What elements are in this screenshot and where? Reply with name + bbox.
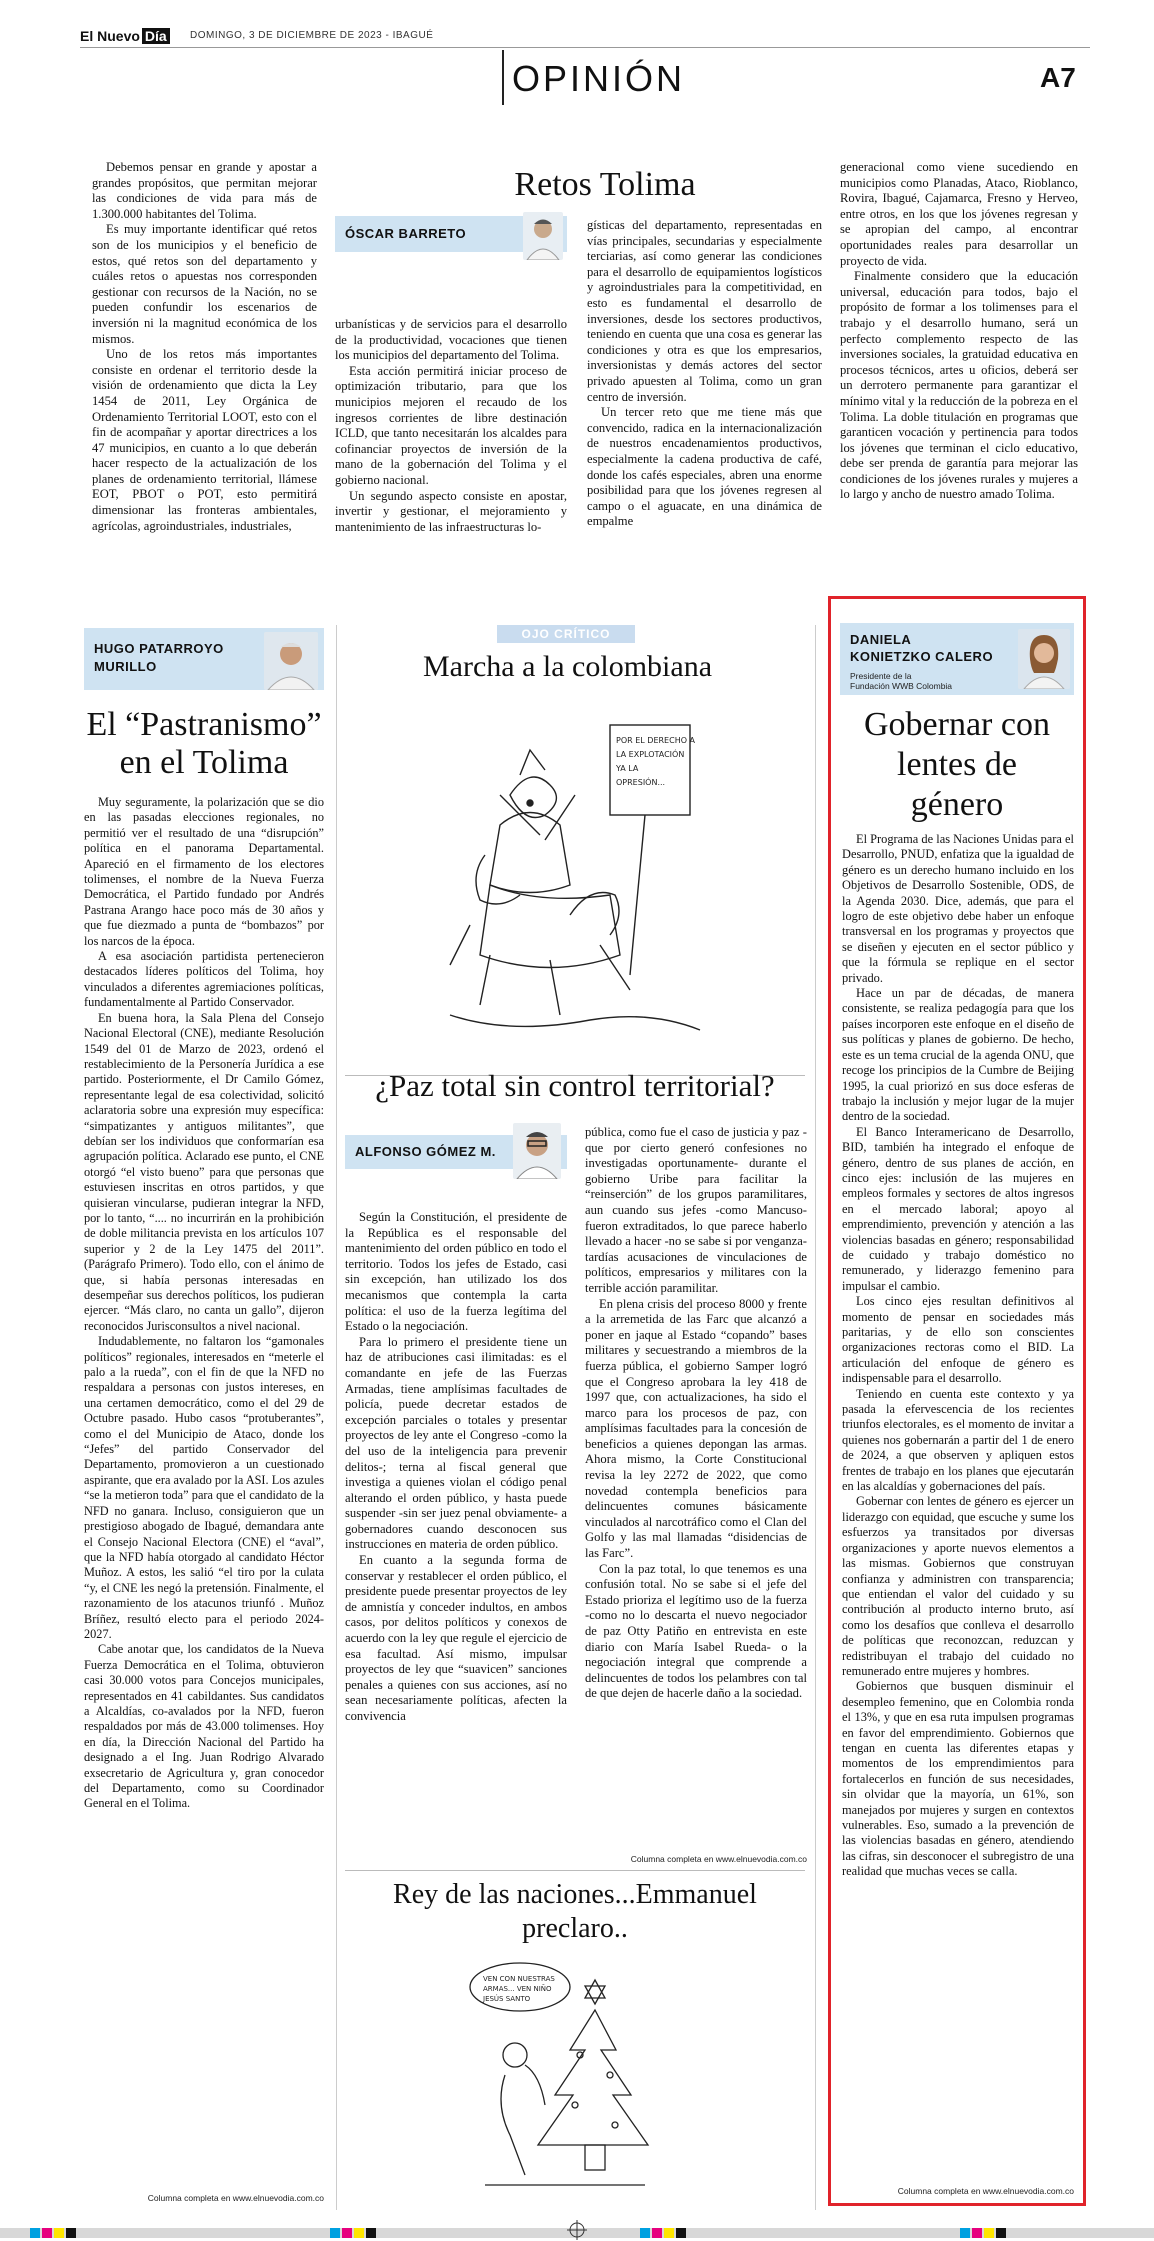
paragraph: Es muy importante identificar qué retos son de los municipios y el beneficio de estos, qué retos son del departamento y cuáles retos o apuestas nos corresponden gestionar con recursos de la Nación, no se pueden confundir los escenarios de inversión ni la magnitud económica de los mismos.	[92, 222, 317, 346]
retos-author-box	[335, 216, 567, 252]
svg-text:ARMAS... VEN NIÑO: ARMAS... VEN NIÑO	[483, 1985, 552, 1993]
paragraph: A esa asociación partidista pertenecieron destacados líderes políticos del Tolima, hoy vinculados a diferentes agremiaciones políticas, fundamentalmente al Partido Conservador.	[84, 949, 324, 1010]
paragraph: pública, como fue el caso de justicia y paz -que por cierto generó confesiones no investigadas oportunamente- durante el gobierno Uribe para facilitar la “reinserción” de los grupos paramilitares, aun cuando sus jefes -como Mancuso- fueron extraditados, lo que parece haberlo llevado a hacer -no se sabe si por venganza- tardías acusaciones de vinculaciones de políticos, empresarios y militares con la terrible acción paramilitar.	[585, 1125, 807, 1295]
svg-text:OPRESIÓN...: OPRESIÓN...	[616, 778, 666, 787]
author-name-line: HUGO PATARROYO	[94, 641, 224, 656]
author-role	[850, 671, 952, 691]
pastranismo-body	[84, 795, 324, 1812]
logo-badge: Día	[142, 28, 170, 44]
paragraph: Cabe anotar que, los candidatos de la Nueva Fuerza Democrática en el Tolima, obtuvieron casi 30.000 votos para Concejos municipales, representados en 41 cabildantes. Sus candidatos a Alcaldías, co-avalados por la NFD, fueron respaldados por más de 43.000 tolimenses. Hoy en día, la Dirección Nacional del Partido ha designado a el Ing. Juan Rodrigo Alvarado exsecretario de Agricultura y, gran conocedor del Departamento, como su Coordinador General en el Tolima.	[84, 1642, 324, 1811]
pastranismo-credit-link[interactable]: Columna completa en www.elnuevodia.com.co	[147, 2193, 324, 2203]
author-photo	[523, 212, 563, 260]
paz-headline: ¿Paz total sin control territorial?	[375, 1068, 775, 1103]
paragraph: Gobernar con lentes de género es ejercer un liderazgo con equidad, que escuche y sume los esfuerzos ya transitados por diversas organizaciones y aporte nuevos elementos a las mismas. Gobiernos que construyan confianza y administren con transparencia; que entiendan el valor del cuidado y su contribución al producto interno bruto, así como los desafíos que conlleva el desarrollo de políticas que reconozcan, reduzcan y redistribuyan el trabajo del cuidado no remunerado entre mujeres y hombres.	[842, 1494, 1074, 1678]
headline-line: El “Pastranismo”	[86, 706, 322, 743]
author-name	[94, 640, 224, 676]
paragraph: urbanísticas y de servicios para el desarrollo de la productividad, vocaciones que tienen los municipios del departamento del Tolima.	[335, 317, 567, 363]
pastranismo-headline	[84, 706, 324, 782]
paragraph: En plena crisis del proceso 8000 y frente a la arremetida de las Farc que alcanzó a poner en jaque al Estado “copando” bases militares y secuestrando a miembros de la fuerza pública, el gobierno Samper logró que el Congreso aprobara la ley 418 de 1997 que, con actualizaciones, ha sido el marco para los procesos de paz, con amplísimas facultades para la concesión de beneficios a quienes depongan las armas. Ahora mismo, la Corte Constitucional revisa la ley 2272 de 2022, que como novedad contempla beneficios para delincuentes comunes básicamente vinculados al narcotráfico como el Clan del Golfo y las mal llamadas “disidencias de las Farc”.	[585, 1296, 807, 1561]
rey-headline	[345, 1878, 805, 1946]
paragraph: En cuanto a la segunda forma de conservar y restablecer el orden público, el presidente puede presentar proyectos de ley de amnistía y conceder indultos, en ambos casos, por delitos políticos y conexos de acuerdo con la ley que regule el ejercicio de esa facultad. Así mismo, impulsar proyectos de ley que “suavicen” sanciones penales a quienes con sus acciones, así no sean necesariamente políticas, afecten la convivencia	[345, 1553, 567, 1723]
newspaper-logo[interactable]	[80, 28, 170, 44]
paragraph: El Programa de las Naciones Unidas para el Desarrollo, PNUD, enfatiza que la igualdad de género es un derecho humano incluido en los Objetivos de Desarrollo Sostenible, ODS, de la Agenda 2030. Dice, además, que para el logro de este objetivo debe haber un enfoque transversal en los programas y proyectos que se diseñen y ejecuten en el sector público y que la fórmula se replique en el sector privado.	[842, 832, 1074, 985]
genero-author-box	[840, 623, 1074, 695]
column-divider	[336, 625, 337, 2210]
retos-column-1	[92, 160, 317, 534]
masthead	[80, 28, 1090, 48]
section-divider	[502, 50, 504, 105]
headline-line: preclaro..	[522, 1913, 628, 1944]
logo-text: El Nuevo	[80, 28, 140, 44]
paragraph: generacional como viene sucediendo en municipios como Planadas, Ataco, Rioblanco, Rovira, Ibagué, Cajamarca, Fresno y Herveo, entre otros, en los que los jóvenes regresan y se apropian del campo, al encontrar oportunidades reales para desarrollar un proyecto de vida.	[840, 160, 1078, 268]
paragraph: Hace un par de décadas, de manera consistente, se realiza pedagogía para que los países incorporen este enfoque en el diseño de sus políticas y planes de gobierno. De hecho, este es un tema crucial de la agenda ONU, que recoge los principios de la Cumbre de Beijing 1995, la cual priorizó en sus doce esferas de trabajo la inclusión y mejor lugar de la mujer dentro de la sociedad.	[842, 986, 1074, 1124]
author-name-line: DANIELA	[850, 632, 912, 647]
pastranismo-author-box	[84, 628, 324, 690]
paz-author-box	[345, 1135, 567, 1169]
paragraph: Finalmente considero que la educación universal, educación para todos, bajo el propósito de formar a los tolimenses para el trabajo y el desarrollo humano, será un perfecto complemento respecto de las inversiones sociales, la gratuidad educativa en procesos técnicos, artes u oficios, deberá ser un derrotero permanente para garantizar el mínimo vital y la reducción de la pobreza en el Tolima. La doble titulación en programas que garanticen vocación y pertinencia para todos los jóvenes que terminan el ciclo educativo, debe ser prenda de garantía para mejorar las condiciones de los jóvenes rurales y mujeres a lo largo y ancho de nuestro amado Tolima.	[840, 269, 1078, 502]
author-name-line: MURILLO	[94, 659, 157, 674]
paragraph: Un tercer reto que me tiene más que convencido, radica en la internacionalización de nuestros encadenamientos productivos, especialmente la cadena productiva de café, donde los cafés especiales, abren una enorme posibilidad para que los jóvenes regresen al campo o el aguacate, en una dinámica de empalme	[587, 405, 822, 529]
role-line: Presidente de la	[850, 671, 912, 681]
paragraph: Gobiernos que busquen disminuir el desempleo femenino, que en Colombia ronda el 13%, y que en esa ruta impulsen programas en favor del emprendimiento. Gobiernos que tengan en cuenta las diferentes etapas y momentos de los emprendimientos para fortalecerlos en función de sus necesidades, sin olvidar que la mayoría, un 61%, son manejados por mujeres y surgen en contextos vulnerables. Eso, sumado a la prevención de las violencias basadas en género, atendiendo las cifras, sin desconocer el subregistro de una realidad que muchas veces se calla.	[842, 1679, 1074, 1879]
ojo-critico-headline: Marcha a la colombiana	[422, 650, 713, 683]
divider	[345, 1870, 805, 1871]
paragraph: Muy seguramente, la polarización que se dio en las pasadas elecciones regionales, no permitió ver el resultado de una “disrupción” política en el panorama Departamental. Apareció en el firmamento de los electores tolimenses, el nombre de la Nueva Fuerza Democrática, el Partido fundado por Andrés Pastrana Arango hace poco más de 30 años y que fue diezmado a punta de “bombazos” por los narcos de la época.	[84, 795, 324, 948]
print-color-bar	[0, 2220, 1154, 2241]
svg-text:VEN CON NUESTRAS: VEN CON NUESTRAS	[483, 1975, 555, 1983]
paz-credit-link[interactable]: Columna completa en www.elnuevodia.com.co	[630, 1854, 807, 1864]
paz-column-1	[345, 1210, 567, 1725]
paragraph: Debemos pensar en grande y apostar a grandes propósitos, que permitan mejorar las condiciones de vida para más de 1.300.000 habitantes del Tolima.	[92, 160, 317, 221]
retos-headline: Retos Tolima	[514, 166, 696, 203]
svg-text:POR EL DERECHO A: POR EL DERECHO A	[616, 736, 696, 745]
page-number: A7	[1040, 62, 1076, 93]
author-photo	[1018, 629, 1070, 689]
cartoon-marcha	[430, 715, 710, 1060]
paragraph: Para lo primero el presidente tiene un haz de atribuciones casi ilimitadas: es el comandante en jefe de las Fuerzas Armadas, tiene amplísimas facultades de policía, puede decretar estados de excepción parciales o totales y presentar proyectos de ley ante el Congreso -como la del uso de la inteligencia para prevenir delitos-; terna al fiscal general que investiga a quienes violan el código penal alterando el orden público, y hasta puede suspender -sin ser juez penal obviamente- a gobernadores cuando desconocen sus instrucciones en materia de orden público.	[345, 1334, 567, 1552]
paragraph: gísticas del departamento, representadas en vías principales, secundarias y especialmente terciarias, así como generar las condiciones para el desarrollo de equipamientos logísticos y agroindustriales para la competitividad, en esto es fundamental el desarrollo de inversiones, desde los sectores productivos, teniendo en cuenta que una cosa es generar las condiciones y otra es que los empresarios, inversionistas y demás actores del sector privado apuesten al Tolima, como un gran centro de inversión.	[587, 218, 822, 404]
headline-line: en el Tolima	[119, 744, 289, 781]
paragraph: Con la paz total, lo que tenemos es una confusión total. No se sabe si el jefe del Estado prioriza el legítimo uso de la fuerza -como no lo descarta el nuevo negociador de paz Otty Patiño en entrevista en este diario con María Isabel Rueda- o la negociación integral que comprende a delincuentes de todos los pelambres con tal de que dejen de hacerle daño a la sociedad.	[585, 1561, 807, 1701]
paragraph: En buena hora, la Sala Plena del Consejo Nacional Electoral (CNE), mediante Resolución 1549 del 01 de Marzo de 2023, ordenó el restablecimiento de la Personería Jurídica a ese partido. Posteriormente, el Dr Camilo Gómez, representante legal de esa colectividad, solicitó aclaratoria sobre una expresión muy específica: “simpatizantes y antiguos militantes”, que debían ser los individuos que conformarían esa agrupación política. Aclarado ese punto, el CNE otorgó “el visto bueno” para que personas que estuviesen inscritas en otros partidos, y que quisieran vincularse, pudieran integrar la NFD, por lo tanto, “.... no incurrirán en la prohibición de doble militancia prevista en los artículos 107 superior y 2 de la Ley 1475 del 2011”. (Parágrafo Primero). Todo ello, con el ánimo de que, si había personas interesadas en desempeñar sus derechos políticos, los pudieran ejercer. “Más claro, no canta un gallo”, dijeron reconocidos Jurisconsultos a nivel nacional.	[84, 1010, 324, 1333]
paragraph: Un segundo aspecto consiste en apostar, invertir y gestionar, el mejoramiento y mantenimiento de las infraestructuras lo-	[335, 488, 567, 534]
headline-line: Gobernar con	[864, 706, 1050, 743]
genero-body	[842, 832, 1074, 1880]
section-title: OPINIÓN	[512, 58, 686, 99]
headline-line: Rey de las naciones...Emmanuel	[393, 1879, 757, 1910]
genero-credit-link[interactable]: Columna completa en www.elnuevodia.com.co	[897, 2186, 1074, 2196]
role-line: Fundación WWB Colombia	[850, 681, 953, 691]
ojo-critico-kicker: OJO CRÍTICO	[497, 625, 635, 643]
headline-line: lentes de	[897, 746, 1017, 783]
author-photo	[264, 632, 318, 690]
retos-column-4	[840, 160, 1078, 503]
author-name-line: KONIETZKO CALERO	[850, 649, 994, 664]
paragraph: Teniendo en cuenta este contexto y ya pasada la efervescencia de los recientes triunfos electorales, es el momento de invitar a quienes nos gobernarán a partir del 1 de enero de 2024, a que observen y apliquen estos frentes de trabajo en los planes que ejecutarán en las alcaldías y gobernaciones del país.	[842, 1386, 1074, 1494]
retos-column-3	[587, 218, 822, 530]
headline-line: género	[910, 786, 1004, 823]
cartoon-rey	[465, 1955, 665, 2195]
genero-headline	[840, 705, 1074, 825]
svg-text:YA LA: YA LA	[616, 764, 639, 773]
paragraph: El Banco Interamericano de Desarrollo, BID, también ha integrado el enfoque de género, dentro de sus planes de acción, en cinco ejes: inclusión de las mujeres en empleos formales y sectores de altos ingresos en el mercado laboral; apoyo al emprendimiento, prevención y atención a las violencias basadas en género; responsabilidad de cuidado y trabajo doméstico no remunerado, y liderazgo femenino para impulsar el cambio.	[842, 1124, 1074, 1293]
paragraph: Uno de los retos más importantes consiste en ordenar el territorio desde la visión de ordenamiento que dicta la Ley 1454 de 2011, Ley Orgánica de Ordenamiento Territorial LOOT, esto con el fin de acompañar y aportar directrices a los 47 municipios, en cuanto a lo que deberán hacer respecto de la actualización de los planes de ordenamiento territorial, llámese EOT, PBOT o POT, esto permitirá dimensionar las fronteras ambientales, agrícolas, agroindustriales, industriales,	[92, 347, 317, 533]
author-name: ÓSCAR BARRETO	[345, 226, 467, 241]
author-photo	[513, 1123, 561, 1179]
paragraph: Esta acción permitirá iniciar proceso de optimización tributario, para que los municipios mejoren el recaudo de los ingresos corrientes de libre destinación ICLD, que tanto necesitarán los alcaldes para cofinanciar proyectos de inversión de la mano de la gobernación del Tolima y el gobierno nacional.	[335, 363, 567, 487]
svg-text:LA EXPLOTACIÓN: LA EXPLOTACIÓN	[616, 750, 685, 759]
column-divider	[815, 625, 816, 2210]
paz-column-2	[585, 1125, 807, 1702]
svg-text:JESÚS SANTO: JESÚS SANTO	[483, 1995, 531, 2003]
issue-date: DOMINGO, 3 DE DICIEMBRE DE 2023 - IBAGUÉ	[190, 30, 434, 41]
retos-column-2	[335, 317, 567, 535]
paragraph: Según la Constitución, el presidente de la República es el responsable del mantenimiento del orden público en todo el territorio. Todos los jefes de Estado, casi sin excepción, han utilizado los dos mecanismos que contempla la carta política: el uso de la fuerza legítima del Estado o la negociación.	[345, 1210, 567, 1334]
paragraph: Indudablemente, no faltaron los “gamonales políticos” regionales, interesados en “meterle el palo a la rueda”, con el fin de que la NFD no respaldara a personas con justos intereses, en una certamen democrático, como el del 29 de Octubre pasado. Hubo casos “protuberantes”, como el del Municipio de Ataco, donde los “Jefes” del partido Conservador del Departamento, promovieron a un cuestionado aspirante, que era avalado por la ASI. Los azules “se la metieron toda” para que el candidato de la NFD no ganara. Incluso, consiguieron que un prestigioso abogado de Ibagué, demandara ante el Consejo Nacional Electora (CNE) el “aval”, que la NFD había otorgado al candidato Héctor Muñoz. A estos, les salió “el tiro por la culata “y, el CNE les negó la pretensión. Finalmente, el razonamiento de los atacunos triunfó . Muñoz Bríñez, resultó electo para el periodo 2024-2027.	[84, 1334, 324, 1641]
paragraph: Los cinco ejes resultan definitivos al momento de pensar en sociedades más paritarias, y de ello son conscientes organizaciones rectoras como el BID. La articulación del enfoque de género es indispensable para el desarrollo.	[842, 1294, 1074, 1386]
author-name	[850, 631, 993, 665]
author-name: ALFONSO GÓMEZ M.	[355, 1144, 496, 1159]
